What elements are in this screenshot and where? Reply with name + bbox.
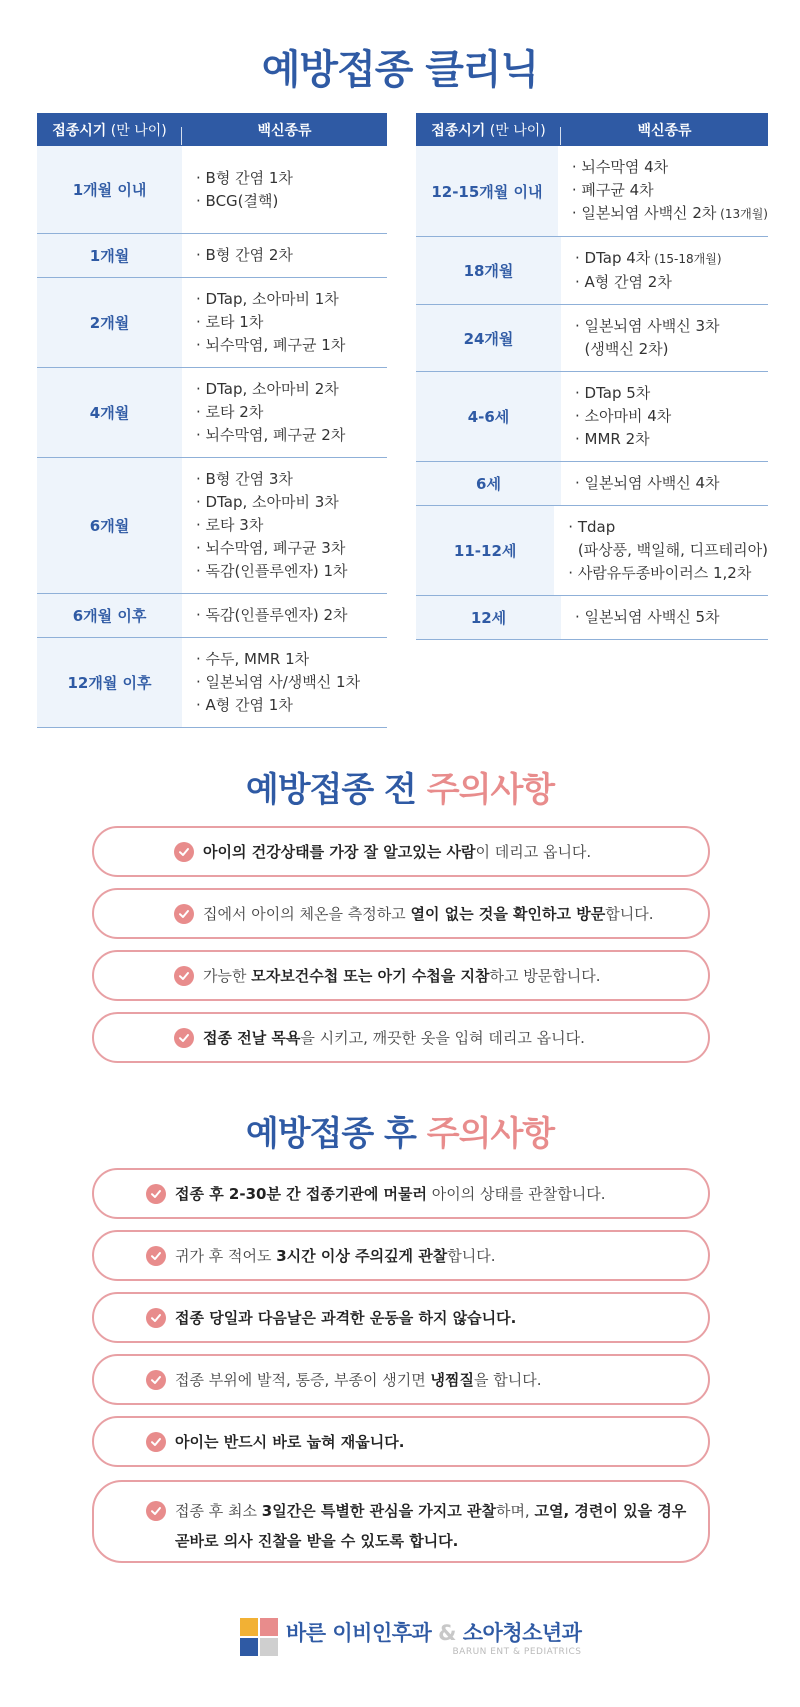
- notice-item: [92, 826, 710, 877]
- age-cell: 24개월: [416, 305, 561, 371]
- notice-text-plain: 을 시키고, 깨끗한 옷을 입혀 데리고 옵니다.: [300, 1028, 585, 1047]
- table-row: [37, 594, 387, 638]
- vaccine-name: · 로타 2차: [196, 403, 264, 421]
- table-row: [37, 278, 387, 368]
- age-cell: 2개월: [37, 278, 182, 367]
- notice-text: [175, 1179, 606, 1209]
- notice-text-bold: 아이는 반드시 바로 눕혀 재웁니다.: [175, 1432, 405, 1451]
- vaccine-item: [572, 156, 768, 179]
- vaccine-item: [575, 405, 768, 428]
- page-title: 예방접종 클리닉: [261, 47, 539, 93]
- vaccine-name: · B형 간염 3차: [196, 470, 293, 488]
- vaccine-item: [575, 315, 768, 338]
- vaccine-name: · DTap, 소아마비 1차: [196, 290, 339, 308]
- vaccine-item: [196, 671, 387, 694]
- notice-item: [92, 1416, 710, 1467]
- logo-name: [286, 1617, 581, 1647]
- vaccine-item: [575, 338, 768, 361]
- vaccine-cell: [182, 594, 387, 637]
- table-header: [37, 113, 387, 146]
- vaccine-item: [196, 468, 387, 491]
- after-section-title: [0, 1106, 800, 1155]
- logo-name-part1: 바른 이비인후과: [286, 1621, 432, 1645]
- vaccine-cell: [561, 462, 768, 505]
- age-cell: 12-15개월 이내: [416, 146, 558, 236]
- age-header-label: 접종시기: [431, 122, 486, 139]
- vaccine-item: [196, 334, 387, 357]
- notice-text-bold: 열이 없는 것을 확인하고 방문: [410, 904, 606, 923]
- before-title-pink: 주의사항: [426, 770, 555, 810]
- vaccine-note: (15-18개월): [650, 252, 722, 266]
- age-header-label: 접종시기: [52, 122, 107, 139]
- table-row: [37, 368, 387, 458]
- notice-text-plain: 합니다.: [447, 1246, 496, 1265]
- vaccine-schedule-table-right: [416, 113, 768, 640]
- age-header: [416, 120, 561, 140]
- notice-text-bold: 접종 당일과 다음날은 과격한 운동을 하지 않습니다.: [175, 1308, 517, 1327]
- notice-text-bold: 모자보건수첩 또는 아기 수첩을 지참: [251, 966, 490, 985]
- vaccine-name: · 일본뇌염 사/생백신 1차: [196, 673, 361, 691]
- vaccine-name: · MMR 2차: [575, 430, 650, 448]
- notice-text-plain: 이 데리고 옵니다.: [475, 842, 592, 861]
- vaccine-name: · 소아마비 4차: [575, 407, 672, 425]
- vaccine-name: · A형 간염 2차: [575, 273, 672, 291]
- age-cell: 6개월: [37, 458, 182, 593]
- logo-amp: &: [431, 1621, 463, 1645]
- age-cell: 1개월: [37, 234, 182, 277]
- vaccine-name: · B형 간염 2차: [196, 246, 293, 264]
- notice-item: [92, 1230, 710, 1281]
- check-icon: [174, 904, 194, 924]
- check-icon: [146, 1308, 166, 1328]
- notice-text: [203, 837, 591, 867]
- logo-subtitle: BARUN ENT & PEDIATRICS: [452, 1647, 582, 1657]
- age-header: [37, 120, 182, 140]
- notice-text: [203, 899, 653, 929]
- vaccine-name: · 로타 3차: [196, 516, 264, 534]
- check-icon: [146, 1184, 166, 1204]
- vaccine-header: 백신종류: [257, 122, 312, 139]
- vaccine-name: · B형 간염 1차: [196, 168, 293, 187]
- vaccine-name: · 뇌수막염, 폐구균 1차: [196, 336, 346, 354]
- vaccine-cell: [561, 596, 768, 639]
- notice-item: [92, 1480, 710, 1563]
- vaccine-item: [568, 539, 768, 562]
- notice-text-bold: 아이의 건강상태를 가장 잘 알고있는 사람: [203, 842, 476, 861]
- table-row: [416, 237, 768, 305]
- vaccine-item: [196, 167, 387, 190]
- table-row: [416, 146, 768, 237]
- after-title-pink: 주의사항: [426, 1114, 555, 1154]
- notice-item: [92, 1354, 710, 1405]
- age-cell: 11-12세: [416, 506, 554, 595]
- table-row: [37, 234, 387, 278]
- notice-text: [175, 1241, 496, 1271]
- vaccine-item: [575, 428, 768, 451]
- table-row: [37, 638, 387, 728]
- table-row: [416, 372, 768, 462]
- notice-text-plain: 집에서 아이의 체온을 측정하고: [203, 904, 411, 923]
- notice-text: [175, 1303, 516, 1333]
- notice-text-plain: 하고 방문합니다.: [489, 966, 601, 985]
- vaccine-name: · A형 간염 1차: [196, 696, 293, 714]
- check-icon: [146, 1501, 166, 1521]
- vaccine-item: [568, 516, 768, 539]
- vaccine-item: [575, 472, 768, 495]
- vaccine-name: · 수두, MMR 1차: [196, 650, 310, 668]
- vaccine-item: [575, 606, 768, 629]
- check-icon: [174, 966, 194, 986]
- age-cell: 6개월 이후: [37, 594, 182, 637]
- notice-text: [175, 1496, 686, 1556]
- vaccine-cell: [182, 368, 387, 457]
- check-icon: [174, 1028, 194, 1048]
- notice-text-plain: 접종 부위에 발적, 통증, 부종이 생기면: [175, 1370, 431, 1389]
- notice-item: [92, 1168, 710, 1219]
- notice-text-plain: 접종 후 최소: [175, 1502, 262, 1520]
- after-title-blue: 예방접종 후: [245, 1114, 416, 1154]
- before-title-blue: 예방접종 전: [245, 770, 416, 810]
- table-row: [37, 458, 387, 594]
- vaccine-name: · 일본뇌염 사백신 2차: [571, 204, 717, 222]
- vaccine-schedule-table-left: [37, 113, 387, 728]
- table-row: [37, 146, 387, 234]
- table-body-right: [416, 146, 768, 640]
- table-row: [416, 462, 768, 506]
- notice-text-bold: 냉찜질: [430, 1370, 474, 1389]
- vaccine-header: 백신종류: [637, 122, 692, 139]
- vaccine-name: · DTap, 소아마비 2차: [196, 380, 339, 398]
- notice-text-plain: 을 합니다.: [473, 1370, 542, 1389]
- table-row: [416, 596, 768, 640]
- check-icon: [146, 1246, 166, 1266]
- notice-text-bold: 곧바로 의사 진찰을 받을 수 있도록 합니다.: [175, 1532, 459, 1550]
- age-cell: 12세: [416, 596, 561, 639]
- vaccine-item: [196, 424, 387, 447]
- vaccine-cell: [182, 458, 387, 593]
- notice-text: [203, 1023, 585, 1053]
- vaccine-name: · 뇌수막염, 폐구균 3차: [196, 539, 346, 557]
- vaccine-name: (생백신 2차): [575, 340, 669, 358]
- check-icon: [146, 1370, 166, 1390]
- age-cell: 18개월: [416, 237, 561, 304]
- vaccine-cell: [561, 372, 768, 461]
- vaccine-cell: [561, 237, 768, 304]
- notice-item: [92, 1012, 710, 1063]
- vaccine-name: · 일본뇌염 사백신 4차: [575, 474, 720, 492]
- notice-text-bold: 3일간은 특별한 관심을 가지고 관찰: [261, 1502, 496, 1520]
- vaccine-name: · DTap 4차: [575, 249, 651, 267]
- vaccine-cell: [182, 278, 387, 367]
- vaccine-name: (파상풍, 백일해, 디프테리아): [568, 541, 768, 559]
- vaccine-item: [572, 202, 768, 226]
- notice-text-plain: 하며,: [495, 1502, 535, 1520]
- vaccine-name: · DTap, 소아마비 3차: [196, 493, 339, 511]
- vaccine-cell: [182, 234, 387, 277]
- notice-item: [92, 1292, 710, 1343]
- check-icon: [146, 1432, 166, 1452]
- vaccine-item: [196, 378, 387, 401]
- vaccine-name: · 독감(인플루엔자) 1차: [196, 562, 348, 580]
- notice-text: [175, 1427, 404, 1457]
- notice-text-bold: 고열, 경련이 있을 경우: [534, 1502, 687, 1520]
- vaccine-name: · 사람유두종바이러스 1,2차: [568, 564, 752, 582]
- vaccine-name: · 뇌수막염, 폐구균 2차: [196, 426, 346, 444]
- notice-text-plain: 가능한: [203, 966, 252, 985]
- vaccine-name: · 독감(인플루엔자) 2차: [196, 606, 348, 624]
- vaccine-name: · DTap 5차: [575, 384, 651, 402]
- vaccine-item: [575, 271, 768, 294]
- age-cell: 1개월 이내: [37, 146, 182, 233]
- vaccine-item: [568, 562, 768, 585]
- check-icon: [174, 842, 194, 862]
- before-section-title: [0, 762, 800, 811]
- vaccine-item: [196, 244, 387, 267]
- vaccine-cell: [182, 638, 387, 727]
- age-header-note: (만 나이): [106, 122, 167, 139]
- vaccine-name: · 뇌수막염 4차: [571, 158, 669, 176]
- clinic-logo: [240, 1617, 581, 1657]
- vaccine-item: [196, 604, 387, 627]
- vaccine-cell: [558, 146, 768, 236]
- notice-item: [92, 888, 710, 939]
- table-body-left: [37, 146, 387, 728]
- vaccine-item: [196, 560, 387, 583]
- notice-text-plain: 귀가 후 적어도: [175, 1246, 277, 1265]
- vaccine-cell: [554, 506, 768, 595]
- age-cell: 4개월: [37, 368, 182, 457]
- notice-text-plain: 아이의 상태를 관찰합니다.: [427, 1184, 606, 1203]
- vaccine-item: [196, 694, 387, 717]
- notice-text: [175, 1365, 541, 1395]
- logo-name-part2: 소아청소년과: [462, 1621, 582, 1645]
- vaccine-name: · 일본뇌염 사백신 3차: [575, 317, 720, 335]
- table-row: [416, 506, 768, 596]
- age-cell: 12개월 이후: [37, 638, 182, 727]
- vaccine-item: [196, 648, 387, 671]
- vaccine-cell: [182, 146, 387, 233]
- notice-text-bold: 접종 후 2-30분 간 접종기관에 머물러: [175, 1184, 428, 1203]
- vaccine-name: · 일본뇌염 사백신 5차: [575, 608, 720, 626]
- vaccine-name: · 로타 1차: [196, 313, 264, 331]
- vaccine-item: [196, 514, 387, 537]
- vaccine-item: [196, 537, 387, 560]
- vaccine-item: [196, 491, 387, 514]
- age-cell: 6세: [416, 462, 561, 505]
- vaccine-name: · BCG(결핵): [196, 191, 279, 210]
- vaccine-name: · Tdap: [568, 518, 616, 536]
- vaccine-item: [196, 190, 387, 213]
- table-row: [416, 305, 768, 372]
- vaccine-cell: [561, 305, 768, 371]
- notice-item: [92, 950, 710, 1001]
- vaccine-note: (13개월): [716, 207, 768, 221]
- vaccine-item: [575, 247, 768, 271]
- vaccine-item: [575, 382, 768, 405]
- vaccine-name: · 폐구균 4차: [571, 181, 654, 199]
- vaccine-item: [196, 311, 387, 334]
- table-header: [416, 113, 768, 146]
- age-cell: 4-6세: [416, 372, 561, 461]
- vaccine-item: [572, 179, 768, 202]
- notice-text-plain: 합니다.: [605, 904, 654, 923]
- notice-text-bold: 접종 전날 목욕: [203, 1028, 301, 1047]
- vaccine-item: [196, 401, 387, 424]
- age-header-note: (만 나이): [485, 122, 546, 139]
- vaccine-item: [196, 288, 387, 311]
- notice-text-bold: 3시간 이상 주의깊게 관찰: [276, 1246, 448, 1265]
- logo-text: [286, 1617, 581, 1657]
- logo-mark-icon: [240, 1618, 278, 1656]
- notice-text: [203, 961, 600, 991]
